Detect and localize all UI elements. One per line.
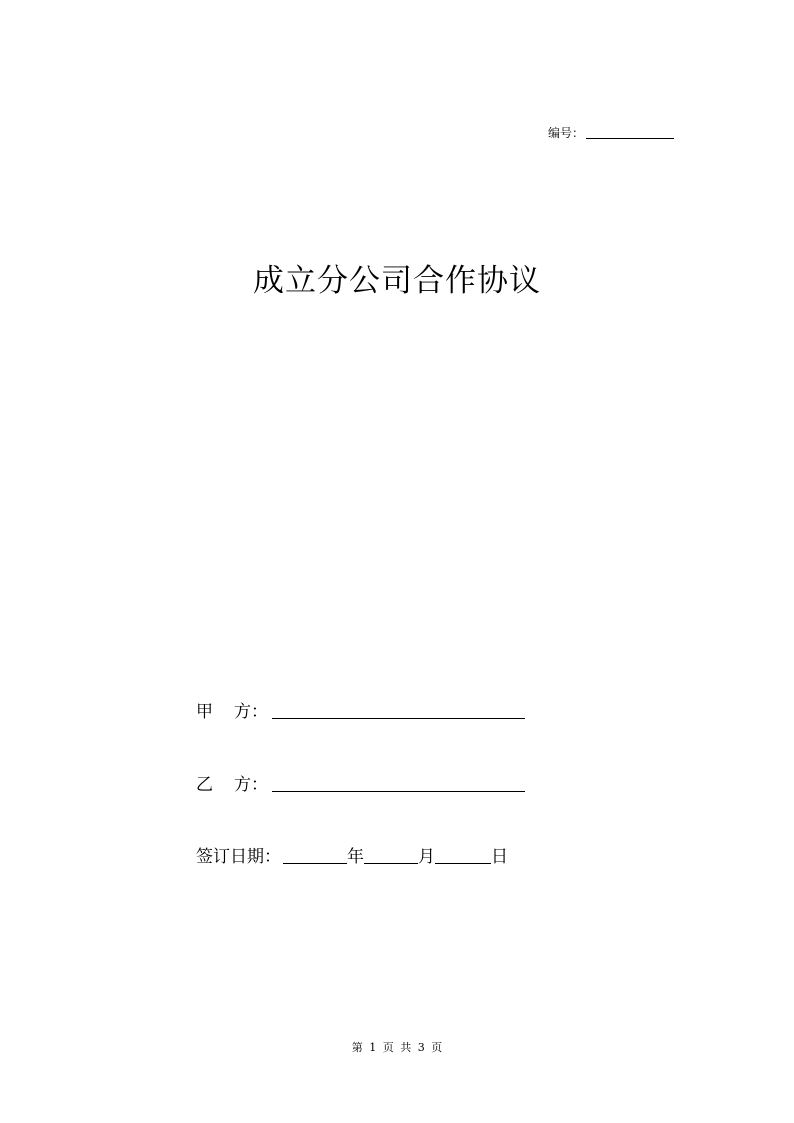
signing-date-label: 签订日期： (196, 847, 281, 867)
serial-number (548, 124, 674, 141)
month-label: 月 (418, 847, 435, 867)
party-a-char: 甲 (196, 702, 213, 722)
document-title: 成立分公司合作协议 (253, 263, 541, 299)
year-blank[interactable] (283, 847, 347, 864)
month-blank[interactable] (364, 847, 418, 864)
page-footer: 第 1 页 共 3 页 (351, 1041, 443, 1054)
party-b-blank[interactable] (272, 775, 525, 792)
party-a-label (196, 697, 272, 722)
party-b-row (196, 770, 525, 795)
party-b-char: 乙 (196, 775, 213, 795)
year-label: 年 (347, 847, 364, 867)
day-blank[interactable] (435, 847, 491, 864)
party-b-label (196, 770, 272, 795)
party-a-row (196, 697, 525, 722)
serial-number-label: 编号： (548, 126, 585, 140)
party-a-blank[interactable] (272, 702, 525, 719)
party-a-suffix: 方： (234, 702, 268, 722)
day-label: 日 (491, 847, 508, 867)
party-b-suffix: 方： (234, 775, 268, 795)
signing-date-row (196, 842, 508, 867)
serial-number-blank[interactable] (586, 126, 674, 139)
